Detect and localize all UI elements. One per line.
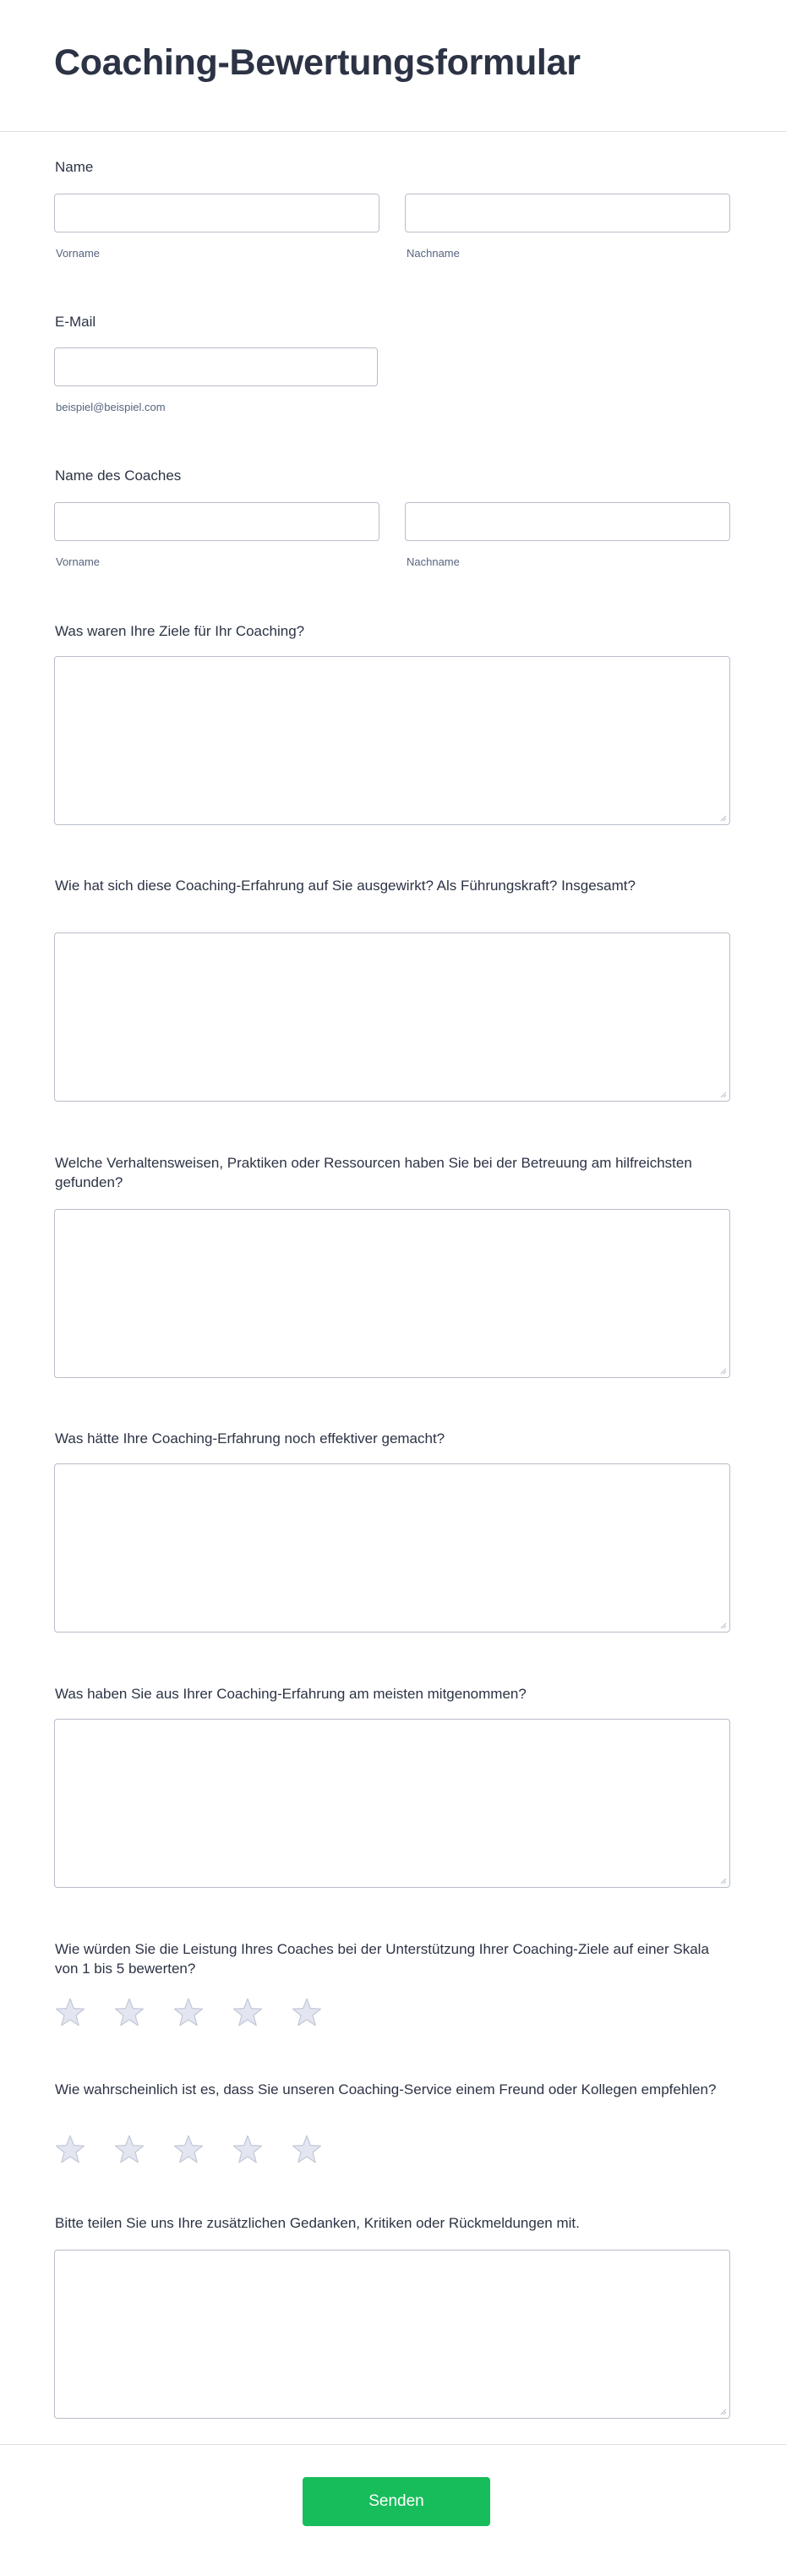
coach-last-name-sublabel: Nachname bbox=[407, 555, 460, 568]
resize-grip-icon[interactable] bbox=[718, 2407, 727, 2415]
last-name-input[interactable] bbox=[405, 194, 730, 232]
star-icon[interactable] bbox=[291, 2134, 323, 2164]
header-divider bbox=[0, 131, 786, 132]
resize-grip-icon[interactable] bbox=[718, 813, 727, 822]
feedback-label: Bitte teilen Sie uns Ihre zusätzlichen Gedanken, Kritiken oder Rückmeldungen mit. bbox=[55, 2215, 580, 2231]
rating-recommend-stars[interactable] bbox=[54, 2134, 323, 2164]
star-icon[interactable] bbox=[172, 1997, 205, 2027]
resize-grip-icon[interactable] bbox=[718, 1876, 727, 1884]
star-icon[interactable] bbox=[54, 1997, 86, 2027]
question-takeaway-textarea[interactable] bbox=[54, 1719, 730, 1888]
last-name-sublabel: Nachname bbox=[407, 247, 460, 260]
question-goals-label: Was waren Ihre Ziele für Ihr Coaching? bbox=[55, 623, 305, 639]
star-icon[interactable] bbox=[291, 1997, 323, 2027]
star-icon[interactable] bbox=[172, 2134, 205, 2164]
question-impact-label: Wie hat sich diese Coaching-Erfahrung auf Sie ausgewirkt? Als Führungskraft? Insgesamt? bbox=[55, 878, 636, 894]
star-icon[interactable] bbox=[113, 1997, 145, 2027]
first-name-input[interactable] bbox=[54, 194, 379, 232]
email-label: E-Mail bbox=[55, 314, 96, 330]
email-sublabel: beispiel@beispiel.com bbox=[56, 401, 166, 413]
rating-coach-stars[interactable] bbox=[54, 1997, 323, 2027]
feedback-textarea[interactable] bbox=[54, 2250, 730, 2419]
question-effective-label: Was hätte Ihre Coaching-Erfahrung noch effektiver gemacht? bbox=[55, 1430, 445, 1447]
question-effective-textarea[interactable] bbox=[54, 1463, 730, 1633]
star-icon[interactable] bbox=[232, 2134, 264, 2164]
first-name-sublabel: Vorname bbox=[56, 247, 101, 260]
resize-grip-icon[interactable] bbox=[718, 1366, 727, 1375]
star-icon[interactable] bbox=[54, 2134, 86, 2164]
star-icon[interactable] bbox=[113, 2134, 145, 2164]
question-helpful-textarea[interactable] bbox=[54, 1209, 730, 1378]
rating-recommend-label: Wie wahrscheinlich ist es, dass Sie unseren Coaching-Service einem Freund oder Kollegen empfehlen? bbox=[55, 2081, 717, 2097]
resize-grip-icon[interactable] bbox=[718, 1621, 727, 1629]
question-helpful-label: Welche Verhaltensweisen, Praktiken oder Ressourcen haben Sie bei der Betreuung am hilfreichsten gefunden? bbox=[55, 1155, 692, 1190]
coach-last-name-input[interactable] bbox=[405, 502, 730, 541]
coach-name-label: Name des Coaches bbox=[55, 468, 182, 484]
question-takeaway-label: Was haben Sie aus Ihrer Coaching-Erfahrung am meisten mitgenommen? bbox=[55, 1686, 527, 1702]
email-input[interactable] bbox=[54, 347, 378, 386]
coach-first-name-sublabel: Vorname bbox=[56, 555, 101, 568]
rating-coach-label: Wie würden Sie die Leistung Ihres Coaches bei der Unterstützung Ihrer Coaching-Ziele auf einer Skala von 1 bis 5 bewerten? bbox=[55, 1941, 709, 1977]
name-label: Name bbox=[55, 159, 94, 175]
coach-first-name-input[interactable] bbox=[54, 502, 379, 541]
page-title: Coaching-Bewertungsformular bbox=[54, 42, 581, 83]
question-impact-textarea[interactable] bbox=[54, 933, 730, 1102]
footer-divider bbox=[0, 2444, 786, 2445]
question-goals-textarea[interactable] bbox=[54, 656, 730, 825]
submit-button[interactable]: Senden bbox=[303, 2477, 490, 2526]
star-icon[interactable] bbox=[232, 1997, 264, 2027]
resize-grip-icon[interactable] bbox=[718, 1090, 727, 1098]
